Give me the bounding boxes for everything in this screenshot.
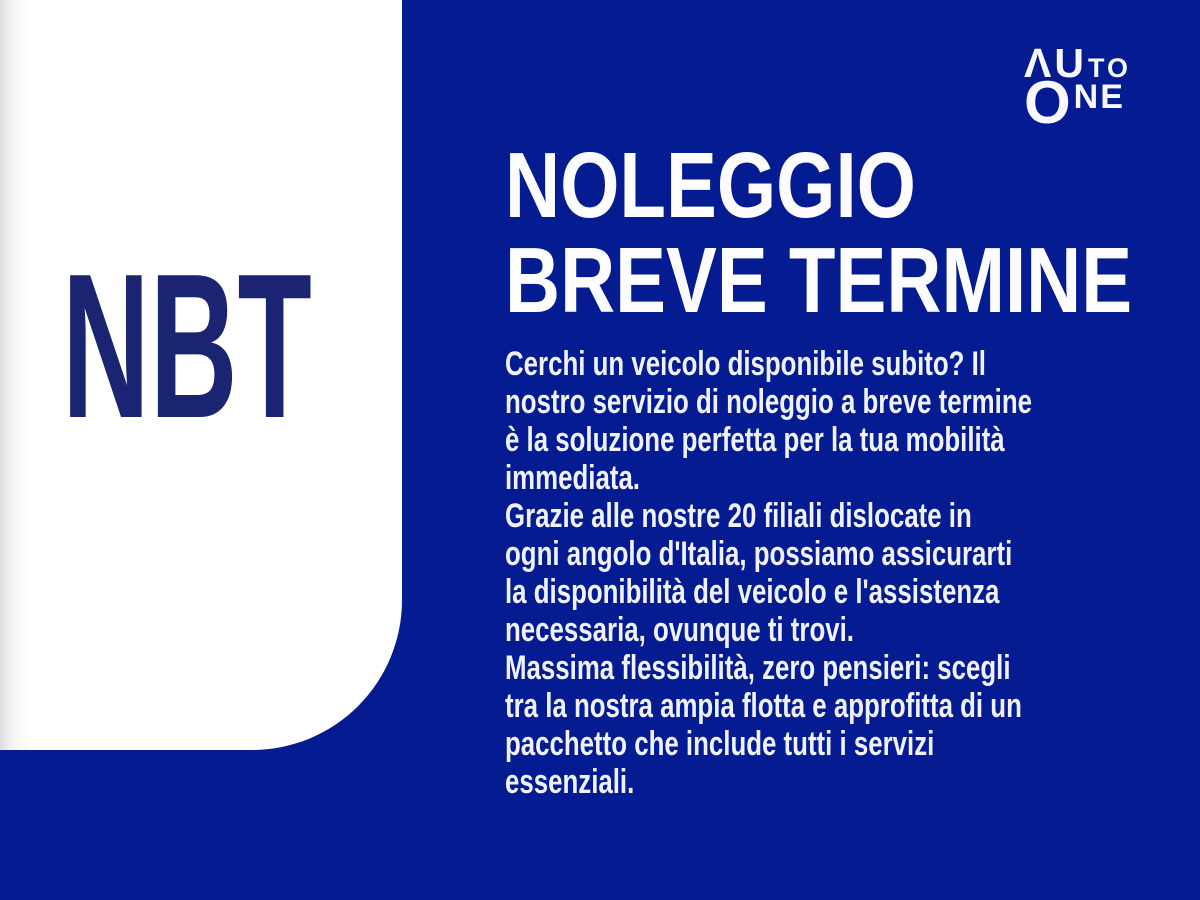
body-line: Cerchi un veicolo disponibile subito? Il bbox=[505, 345, 986, 383]
body-line: necessaria, ovunque ti trovi. bbox=[505, 611, 854, 649]
body-line: la disponibilità del veicolo e l'assistenza bbox=[505, 573, 1000, 611]
logo-to-text: TO bbox=[1087, 53, 1131, 83]
body-line: essenziali. bbox=[505, 763, 635, 801]
logo-au-text: ΛU bbox=[1024, 40, 1087, 86]
page-title bbox=[505, 133, 1133, 332]
body-line: tra la nostra ampia flotta e approfitta di un bbox=[505, 687, 1022, 725]
nbt-badge-text: NBT bbox=[62, 231, 312, 461]
logo-o-text: O bbox=[1024, 69, 1071, 136]
body-line: è la soluzione perfetta per la tua mobilità bbox=[505, 421, 1005, 459]
title-line-2: BREVE TERMINE bbox=[505, 228, 1133, 332]
body-line: Grazie alle nostre 20 filiali dislocate in bbox=[505, 497, 972, 535]
body-line: ogni angolo d'Italia, possiamo assicurarti bbox=[505, 535, 1013, 573]
logo-ne-text: NE bbox=[1073, 78, 1125, 116]
auto-one-logo bbox=[1024, 40, 1174, 138]
auto-one-logo-line2 bbox=[1024, 69, 1125, 136]
body-line: immediata. bbox=[505, 459, 640, 497]
body-line: nostro servizio di noleggio a breve termine bbox=[505, 383, 1032, 421]
body-text bbox=[505, 345, 1159, 801]
body-line: Massima flessibilità, zero pensieri: scegli bbox=[505, 649, 1011, 687]
body-line: pacchetto che include tutti i servizi bbox=[505, 725, 935, 763]
title-line-1: NOLEGGIO bbox=[505, 133, 916, 237]
